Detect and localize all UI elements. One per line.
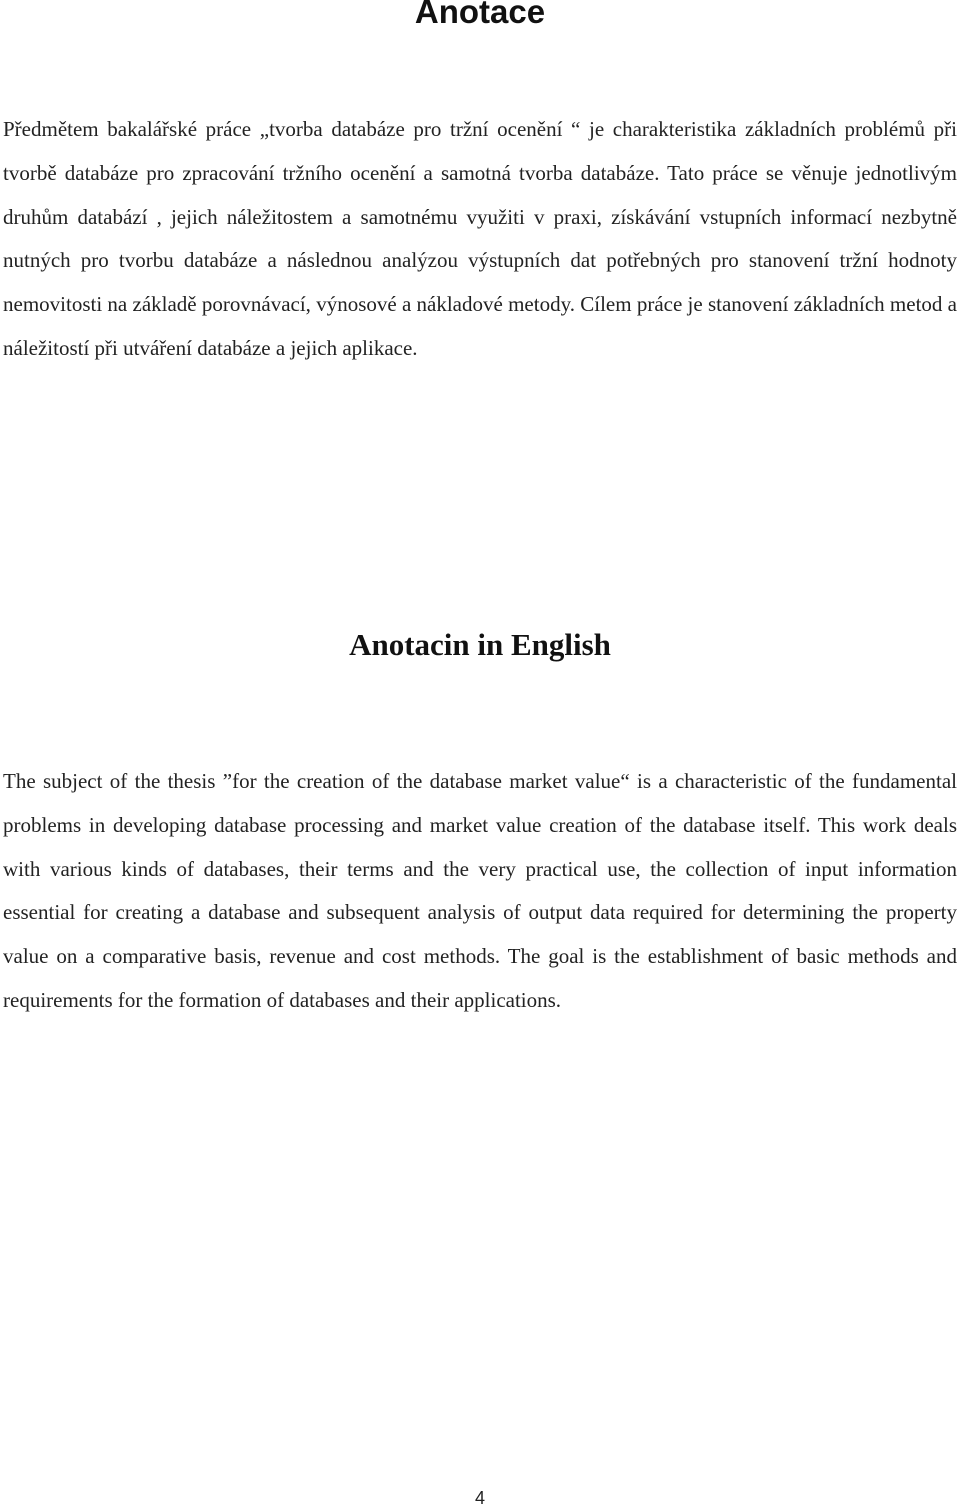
annotation-cz-title: Anotace [414, 0, 546, 30]
annotation-en-body: The subject of the thesis ”for the creation of the database market value“ is a characteristic of the fundamental problems in developing database processing and market value creation of the database itself. This work deals with various kinds of databases, their terms and the very practical use, the collection of input information essential for creating a database and subsequent analysis of output data required for determining the property value on a comparative basis, revenue and cost methods. The goal is the establishment of basic methods and requirements for the formation of databases and their applications. [3, 769, 957, 1012]
annotation-en-title: Anotacin in English [349, 627, 611, 662]
annotation-cz-body: Předmětem bakalářské práce „tvorba databáze pro tržní ocenění “ je charakteristika základních problémů při tvorbě databáze pro zpracování tržního ocenění a samotná tvorba databáze. Tato práce se věnuje jednotlivým druhům databází , jejich náležitostem a samotnému využiti v praxi, získávání vstupních informací nezbytně nutných pro tvorbu databáze a následnou analýzou výstupních dat potřebných pro stanovení tržní hodnoty nemovitosti na základě porovnávací, výnosové a nákladové metody. Cílem práce je stanovení základních metod a náležitostí při utváření databáze a jejich aplikace. [3, 117, 957, 360]
page-number: 4 [474, 1488, 485, 1508]
